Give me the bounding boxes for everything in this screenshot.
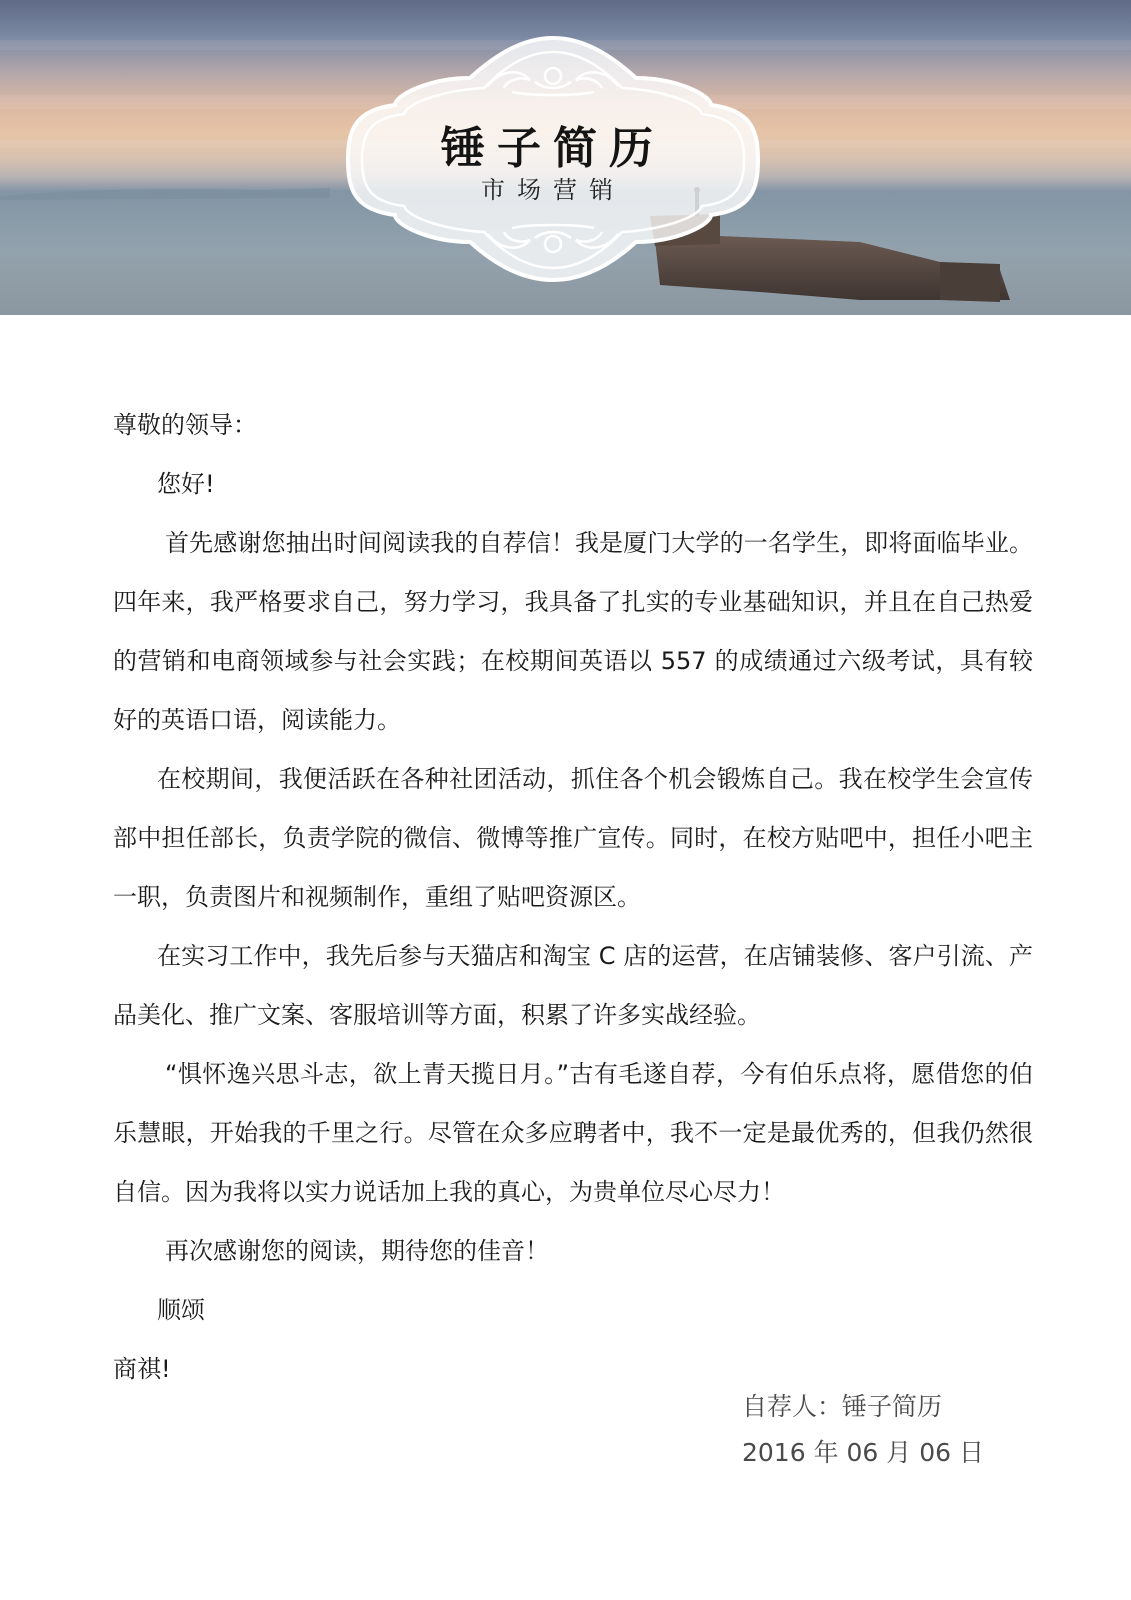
letter-paragraph: 在校期间，我便活跃在各种社团活动，抓住各个机会锻炼自己。我在校学生会宣传部中担任部长，负责学院的微信、微博等推广宣传。同时，在校方贴吧中，担任小吧主一职，负责图片和视频制作，重组了贴吧资源区。 — [113, 765, 1033, 911]
letter-hello: 您好! — [157, 470, 215, 498]
letter-paragraph: 在实习工作中，我先后参与天猫店和淘宝 C 店的运营，在店铺装修、客户引流、产品美化、推广文案、客服培训等方面，积累了许多实战经验。 — [113, 942, 1033, 1029]
letter-paragraph: “惧怀逸兴思斗志，欲上青天揽日月。”古有毛遂自荐，今有伯乐点将，愿借您的伯乐慧眼，开始我的千里之行。尽管在众多应聘者中，我不一定是最优秀的，但我仍然很自信。因为我将以实力说话加上我的真心，为贵单位尽心尽力！ — [113, 1060, 1033, 1206]
letter-closing-wish: 商祺! — [113, 1355, 171, 1383]
brand-title: 锤子简历 — [441, 123, 665, 174]
signature-name: 自荐人：锤子简历 — [742, 1392, 943, 1421]
header-banner — [0, 0, 1131, 315]
letter-paragraph: 首先感谢您抽出时间阅读我的自荐信！我是厦门大学的一名学生，即将面临毕业。四年来，我严格要求自己，努力学习，我具备了扎实的专业基础知识，并且在自己热爱的营销和电商领域参与社会实践；在校期间英语以 557 的成绩通过六级考试，具有较好的英语口语，阅读能力。 — [113, 529, 1033, 734]
letter-closing-regards: 顺颂 — [157, 1296, 205, 1324]
letter-paragraph: 再次感谢您的阅读，期待您的佳音！ — [165, 1237, 549, 1265]
signature-date: 2016 年 06 月 06 日 — [742, 1438, 984, 1467]
cover-letter — [113, 396, 1033, 1399]
signature-block — [742, 1384, 984, 1476]
brand-subtitle: 市场营销 — [481, 176, 625, 204]
letter-greeting: 尊敬的领导： — [113, 411, 257, 439]
